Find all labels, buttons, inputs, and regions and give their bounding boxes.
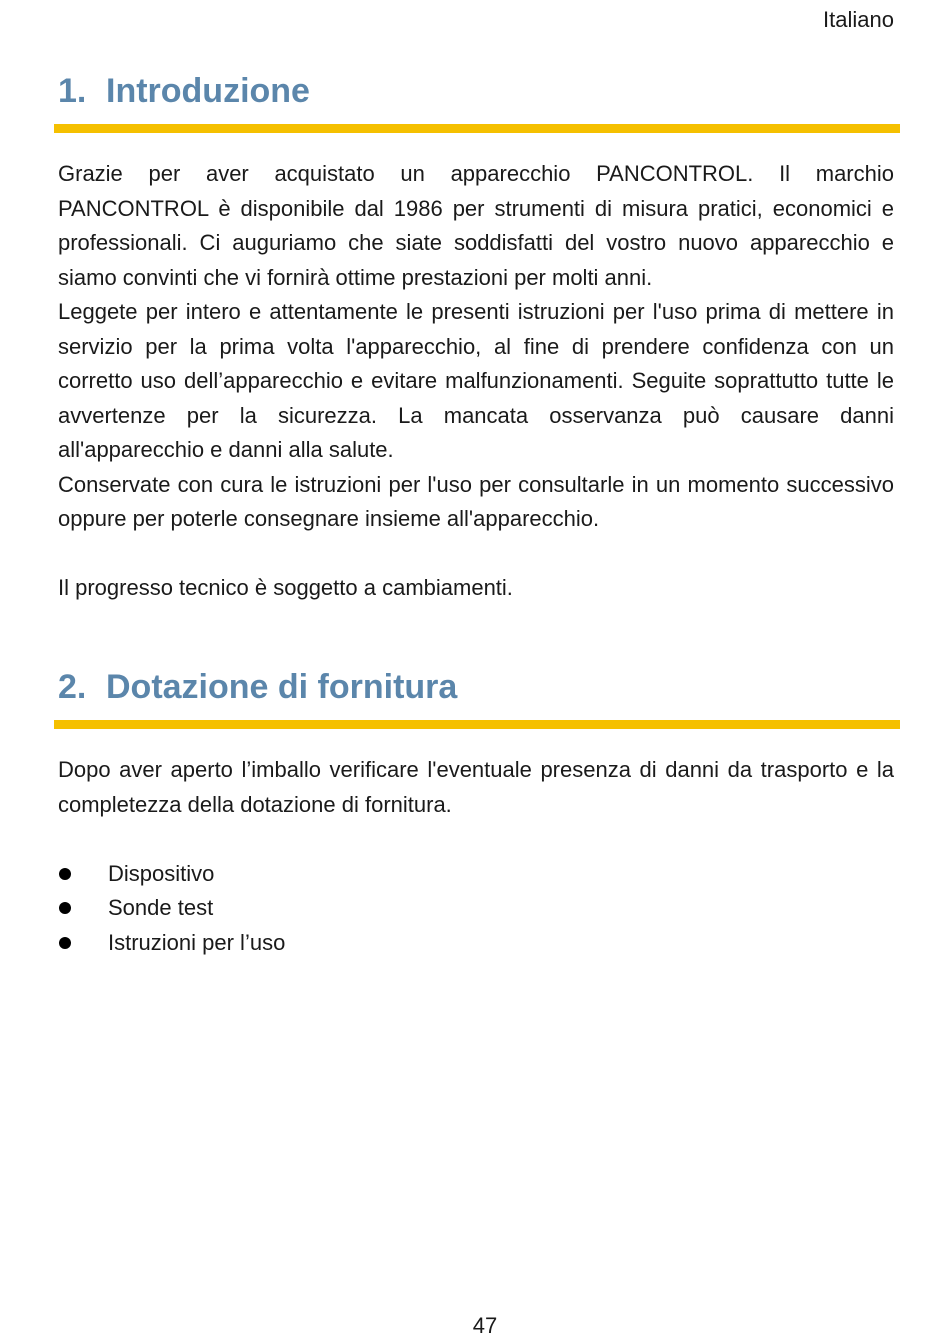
list-item	[58, 857, 900, 892]
paragraph: Conservate con cura le istruzioni per l'uso per consultarle in un momento successivo oppure per poterle consegnare insieme all'apparecchio.	[58, 471, 894, 531]
list-item-label: Dispositivo	[108, 860, 215, 886]
page-number: 47	[472, 1313, 498, 1338]
heading-rule	[54, 720, 900, 729]
bullet-icon	[59, 868, 71, 880]
heading-rule	[54, 124, 900, 133]
heading-title: Dotazione di fornitura	[106, 668, 458, 706]
heading-number: 2.	[58, 668, 87, 706]
list-item-label: Sonde test	[108, 895, 214, 921]
section-heading	[54, 666, 900, 708]
section-introduzione	[54, 70, 900, 606]
bullet-icon	[59, 937, 71, 949]
delivery-list	[54, 857, 900, 961]
list-item	[58, 926, 900, 961]
list-item	[58, 891, 900, 926]
section-dotazione	[54, 666, 900, 960]
paragraph: Grazie per aver acquistato un apparecchio PANCONTROL. Il marchio PANCONTROL è disponibile dal 1986 per strumenti di misura pratici, economici e professionali. Ci auguriamo che siate soddisfatti del vostro nuovo apparecchio e siamo convinti che vi fornirà ottime prestazioni per molti anni.	[58, 161, 894, 290]
language-label: Italiano	[823, 7, 894, 32]
section-heading	[54, 70, 900, 112]
list-item-label: Istruzioni per l’uso	[108, 929, 286, 955]
heading-title: Introduzione	[106, 72, 310, 110]
bullet-icon	[59, 902, 71, 914]
paragraph: Dopo aver aperto l’imballo verificare l'eventuale presenza di danni da trasporto e la completezza della dotazione di fornitura.	[58, 757, 894, 817]
paragraph: Leggete per intero e attentamente le presenti istruzioni per l'uso prima di mettere in servizio per la prima volta l'apparecchio, al fine di prendere confidenza con un corretto uso dell’apparecchio e evitare malfunzionamenti. Seguite soprattutto tutte le avvertenze per la sicurezza. La mancata osservanza può causare danni all'apparecchio e danni alla salute.	[58, 299, 894, 462]
paragraph: Il progresso tecnico è soggetto a cambiamenti.	[58, 575, 513, 600]
heading-number: 1.	[58, 72, 87, 110]
